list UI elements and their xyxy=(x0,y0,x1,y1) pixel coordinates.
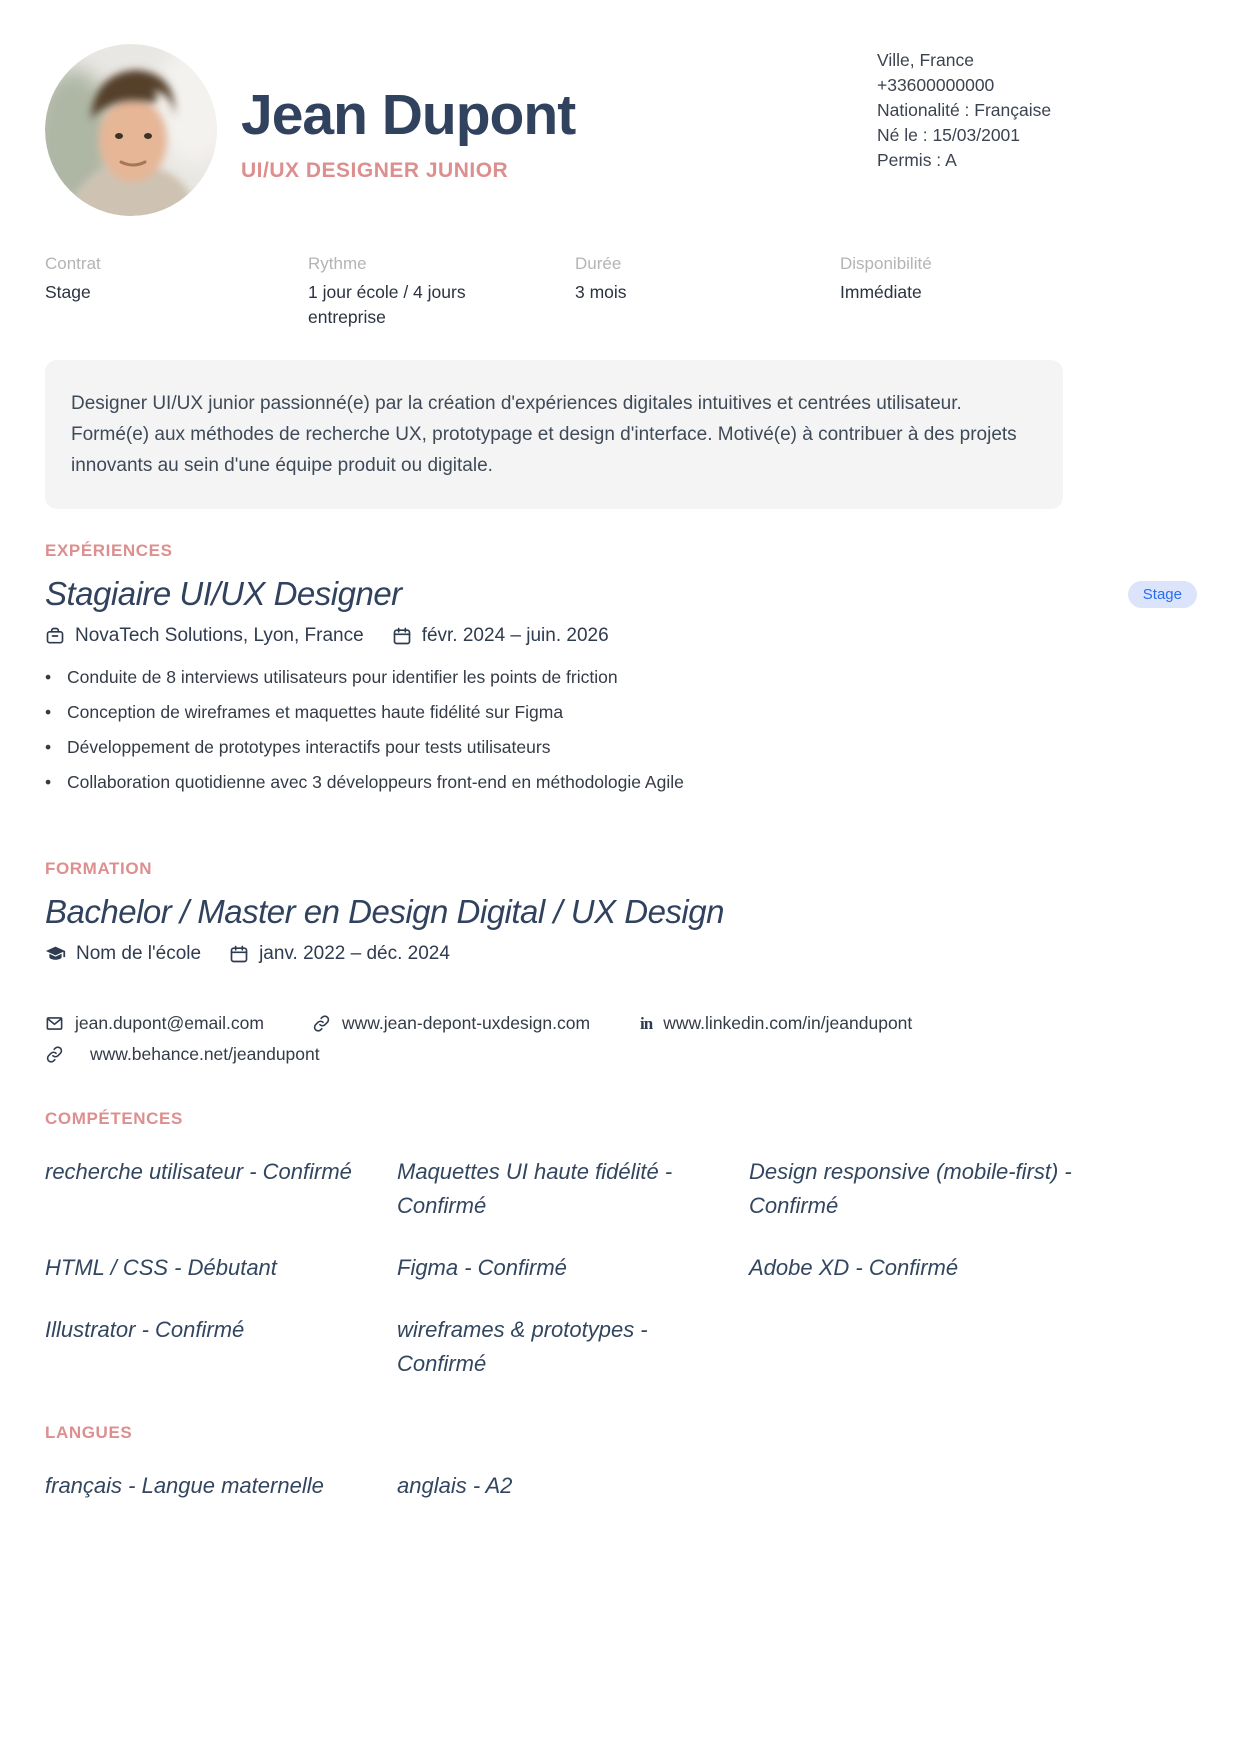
info-value: Immédiate xyxy=(840,282,922,302)
bullet-text: Développement de prototypes interactifs pour tests utilisateurs xyxy=(67,737,551,757)
skill-item: wireframes & prototypes - Confirmé xyxy=(397,1317,648,1376)
info-duree xyxy=(575,254,840,330)
info-contrat xyxy=(45,254,308,330)
graduation-cap-icon xyxy=(45,944,66,965)
page-title: Jean Dupont xyxy=(241,83,576,147)
skill-item: Design responsive (mobile-first) - Confirmé xyxy=(749,1159,1072,1218)
experience-bullets xyxy=(45,665,1197,795)
info-label: Disponibilité xyxy=(840,254,932,273)
info-label: Contrat xyxy=(45,254,101,273)
calendar-icon xyxy=(392,626,412,646)
languages-grid xyxy=(45,1469,1197,1503)
skill-item: Illustrator - Confirmé xyxy=(45,1317,245,1342)
info-value: Stage xyxy=(45,282,91,302)
linkedin-icon: in xyxy=(640,1013,653,1033)
name-block xyxy=(241,44,575,183)
bullet-dot: • xyxy=(45,702,52,722)
experience-company xyxy=(45,625,364,647)
bullet-item xyxy=(45,700,1197,725)
skill-item: Figma - Confirmé xyxy=(397,1255,567,1280)
email-link[interactable] xyxy=(45,1013,264,1034)
website-link[interactable] xyxy=(312,1013,590,1034)
formation-degree-title: Bachelor / Master en Design Digital / UX Design xyxy=(45,893,724,930)
bullet-dot: • xyxy=(45,772,52,792)
section-heading-formation: FORMATION xyxy=(45,859,153,878)
contact-nationality: Nationalité : Française xyxy=(877,100,1052,120)
experience-dates xyxy=(392,625,609,647)
info-label: Durée xyxy=(575,254,622,273)
website-link-label: www.jean-depont-uxdesign.com xyxy=(341,1013,591,1033)
briefcase-icon xyxy=(45,626,65,646)
linkedin-link[interactable] xyxy=(640,1013,912,1034)
formation-school xyxy=(45,943,201,965)
job-subtitle: UI/UX DESIGNER JUNIOR xyxy=(241,158,509,182)
avatar xyxy=(45,44,217,216)
links-row-2 xyxy=(45,1044,1197,1065)
contract-badge: Stage xyxy=(1128,581,1197,608)
calendar-icon xyxy=(229,944,249,964)
skill-item: recherche utilisateur - Confirmé xyxy=(45,1159,352,1184)
behance-link-label: www.behance.net/jeandupont xyxy=(90,1044,320,1064)
section-formation xyxy=(45,859,1197,965)
language-item: anglais - A2 xyxy=(397,1473,513,1498)
experience-meta-row xyxy=(45,625,1197,647)
contact-phone: +33600000000 xyxy=(877,75,995,95)
formation-dates-label: janv. 2022 – déc. 2024 xyxy=(259,943,450,964)
formation-school-label: Nom de l'école xyxy=(76,943,202,964)
info-disponibilite xyxy=(840,254,932,330)
info-row xyxy=(45,254,1197,330)
contact-block xyxy=(877,44,1197,173)
linkedin-link-label: www.linkedin.com/in/jeandupont xyxy=(663,1013,913,1033)
bullet-text: Conception de wireframes et maquettes haute fidélité sur Figma xyxy=(67,702,564,722)
skill-item: HTML / CSS - Débutant xyxy=(45,1255,277,1280)
section-competences xyxy=(45,1109,1197,1381)
contact-location: Ville, France xyxy=(877,50,974,70)
info-label: Rythme xyxy=(308,254,367,273)
skill-item: Adobe XD - Confirmé xyxy=(749,1255,959,1280)
envelope-icon xyxy=(45,1014,64,1033)
contact-license: Permis : A xyxy=(877,150,957,170)
bullet-text: Conduite de 8 interviews utilisateurs pour identifier les points de friction xyxy=(67,667,618,687)
experience-dates-label: févr. 2024 – juin. 2026 xyxy=(421,625,609,646)
link-icon xyxy=(312,1014,331,1033)
section-heading-experiences: EXPÉRIENCES xyxy=(45,541,173,560)
info-rythme xyxy=(308,254,575,330)
bullet-dot: • xyxy=(45,667,52,687)
section-experiences xyxy=(45,541,1197,795)
bullet-item xyxy=(45,665,1197,690)
bullet-text: Collaboration quotidienne avec 3 développeurs front-end en méthodologie Agile xyxy=(67,772,684,792)
experience-job-title: Stagiaire UI/UX Designer xyxy=(45,575,402,612)
formation-meta-row xyxy=(45,943,1197,965)
formation-dates xyxy=(229,943,450,965)
skills-grid xyxy=(45,1155,1197,1381)
section-heading-competences: COMPÉTENCES xyxy=(45,1109,183,1128)
section-heading-langues: LANGUES xyxy=(45,1423,133,1442)
language-item: français - Langue maternelle xyxy=(45,1473,324,1498)
experience-company-label: NovaTech Solutions, Lyon, France xyxy=(75,625,364,646)
formation-title-row xyxy=(45,893,1197,931)
bullet-item xyxy=(45,735,1197,760)
info-value: 3 mois xyxy=(575,282,627,302)
links-row-1 xyxy=(45,1013,1197,1034)
link-icon xyxy=(45,1045,64,1064)
section-langues xyxy=(45,1423,1197,1503)
email-link-label: jean.dupont@email.com xyxy=(75,1013,264,1033)
experience-title-row xyxy=(45,575,1197,613)
skill-item: Maquettes UI haute fidélité - Confirmé xyxy=(397,1159,673,1218)
header xyxy=(45,44,1197,216)
bullet-item xyxy=(45,770,1197,795)
links-block xyxy=(45,1013,1197,1065)
contact-birthdate: Né le : 15/03/2001 xyxy=(877,125,1021,145)
info-value: 1 jour école / 4 jours entreprise xyxy=(308,282,466,327)
summary-box: Designer UI/UX junior passionné(e) par la création d'expériences digitales intuitives et centrées utilisateur. Formé(e) aux méthodes de recherche UX, prototypage et design d'interface. Motivé(e) à contribuer à des projets innovants au sein d'une équipe produit ou digitale. xyxy=(45,360,1063,509)
bullet-dot: • xyxy=(45,737,52,757)
behance-link[interactable] xyxy=(45,1044,320,1065)
